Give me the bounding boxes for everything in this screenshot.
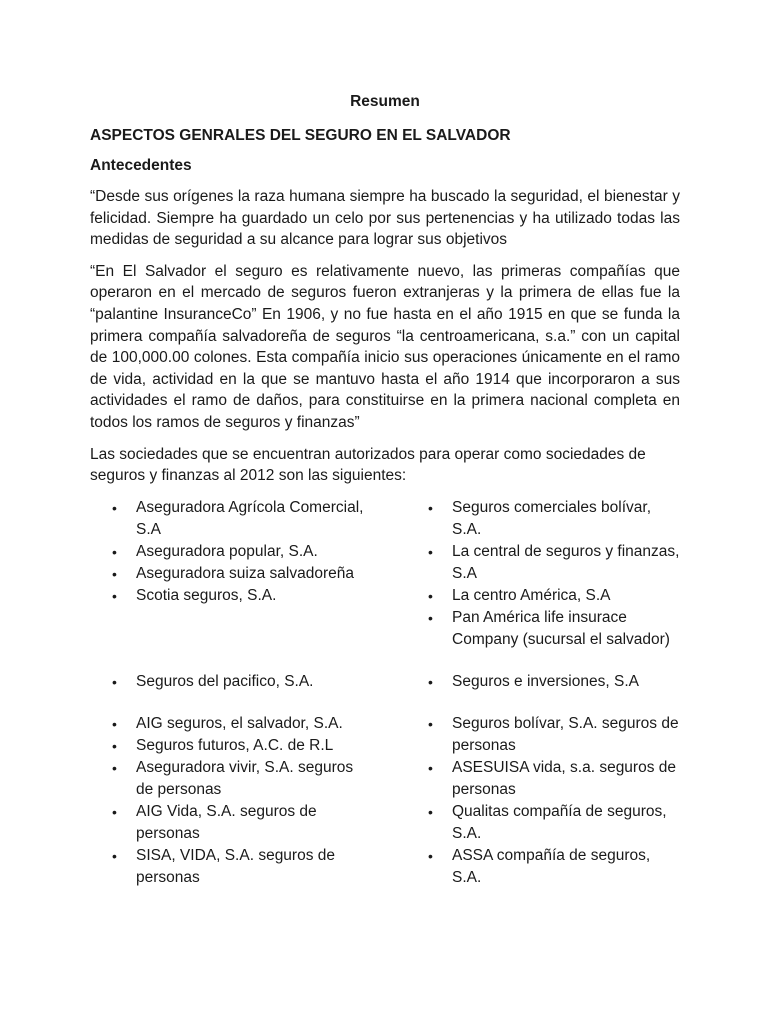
bullet-icon: •: [428, 847, 433, 864]
company-list-right-column: [406, 671, 680, 693]
company-name: Seguros del pacifico, S.A.: [136, 672, 314, 690]
company-name: SISA, VIDA, S.A. seguros de personas: [136, 846, 336, 886]
bullet-icon: •: [112, 737, 117, 754]
company-name: Aseguradora suiza salvadoreña: [136, 564, 354, 582]
bullet-icon: •: [428, 587, 433, 604]
bullet-icon: •: [428, 715, 433, 732]
bullet-icon: •: [112, 673, 117, 690]
list-item: [406, 845, 680, 889]
list-item: [90, 541, 406, 563]
bullet-icon: •: [112, 543, 117, 560]
paragraph-origins: “Desde sus orígenes la raza humana siempre ha buscado la seguridad, el bienestar y felicidad. Siempre ha guardado un celo por sus pertenencias y ha utilizado todas las medidas de seguridad a su alcance para lograr sus objetivos: [90, 188, 680, 249]
bullet-icon: •: [428, 759, 433, 776]
list-item: [406, 801, 680, 845]
bullet-icon: •: [112, 715, 117, 732]
bullet-icon: •: [112, 847, 117, 864]
list-item: [406, 757, 680, 801]
list-item: [90, 801, 406, 845]
paragraph-companies-intro: Las sociedades que se encuentran autorizados para operar como sociedades de seguros y finanzas al 2012 son las siguientes:: [90, 445, 646, 485]
company-name: La central de seguros y finanzas, S.A: [452, 542, 680, 582]
list-item: [90, 735, 406, 757]
company-name: Aseguradora Agrícola Comercial, S.A: [136, 498, 364, 538]
company-name: Qualitas compañía de seguros, S.A.: [452, 802, 667, 842]
bullet-icon: •: [428, 499, 433, 516]
company-name: Seguros bolívar, S.A. seguros de personas: [452, 714, 679, 754]
list-item: [90, 757, 406, 801]
section-heading: ASPECTOS GENRALES DEL SEGURO EN EL SALVADOR: [90, 127, 511, 144]
list-item: [90, 497, 406, 541]
company-name: Pan América life insurace Company (sucursal el salvador): [452, 608, 670, 648]
bullet-icon: •: [428, 543, 433, 560]
company-name: ASSA compañía de seguros, S.A.: [452, 846, 651, 886]
document-page: [90, 92, 680, 889]
company-name: ASESUISA vida, s.a. seguros de personas: [452, 758, 677, 798]
list-item: [406, 671, 680, 693]
company-list-block: [90, 497, 680, 651]
company-name: Aseguradora popular, S.A.: [136, 542, 318, 560]
bullet-icon: •: [112, 587, 117, 604]
bullet-icon: •: [112, 499, 117, 516]
bullet-icon: •: [112, 759, 117, 776]
company-name: Seguros e inversiones, S.A: [452, 672, 639, 690]
company-list-right-column: [406, 713, 680, 889]
list-item: [90, 563, 406, 585]
list-item: [90, 845, 406, 889]
list-item: [90, 713, 406, 735]
bullet-icon: •: [112, 803, 117, 820]
company-list-right-column: [406, 497, 680, 651]
company-list-block: [90, 713, 680, 889]
subheading-antecedentes: Antecedentes: [90, 157, 192, 174]
company-name: Seguros comerciales bolívar, S.A.: [452, 498, 652, 538]
company-name: Scotia seguros, S.A.: [136, 586, 277, 604]
list-item: [406, 541, 680, 585]
bullet-icon: •: [428, 803, 433, 820]
list-item: [406, 607, 680, 651]
document-title: Resumen: [350, 93, 420, 110]
list-item: [406, 585, 680, 607]
bullet-icon: •: [428, 609, 433, 626]
list-item: [90, 671, 406, 693]
company-name: AIG seguros, el salvador, S.A.: [136, 714, 343, 732]
company-name: AIG Vida, S.A. seguros de personas: [136, 802, 317, 842]
list-item: [406, 713, 680, 757]
company-list-left-column: [90, 713, 406, 889]
list-item: [406, 497, 680, 541]
bullet-icon: •: [112, 565, 117, 582]
company-name: Aseguradora vivir, S.A. seguros de personas: [136, 758, 354, 798]
bullet-icon: •: [428, 673, 433, 690]
list-item: [90, 585, 406, 607]
company-name: La centro América, S.A: [452, 586, 611, 604]
company-list-block: [90, 671, 680, 693]
company-name: Seguros futuros, A.C. de R.L: [136, 736, 334, 754]
paragraph-history: “En El Salvador el seguro es relativamente nuevo, las primeras compañías que operaron en el mercado de seguros fueron extranjeras y la primera de ellas fue la “palantine InsuranceCo” En 1906, y no fue hasta en el año 1915 en que se funda la primera compañía salvadoreña de seguros “la centroamericana, s.a.” con un capital de 100,000.00 colones. Esta compañía inicio sus operaciones únicamente en el ramo de vida, actividad en la que se mantuvo hasta el año 1914 que incorporaron a sus actividades el ramo de daños, para constituirse en la primera nacional completa en todos los ramos de seguros y finanzas”: [90, 262, 680, 431]
company-list-left-column: [90, 671, 406, 693]
company-list-left-column: [90, 497, 406, 651]
